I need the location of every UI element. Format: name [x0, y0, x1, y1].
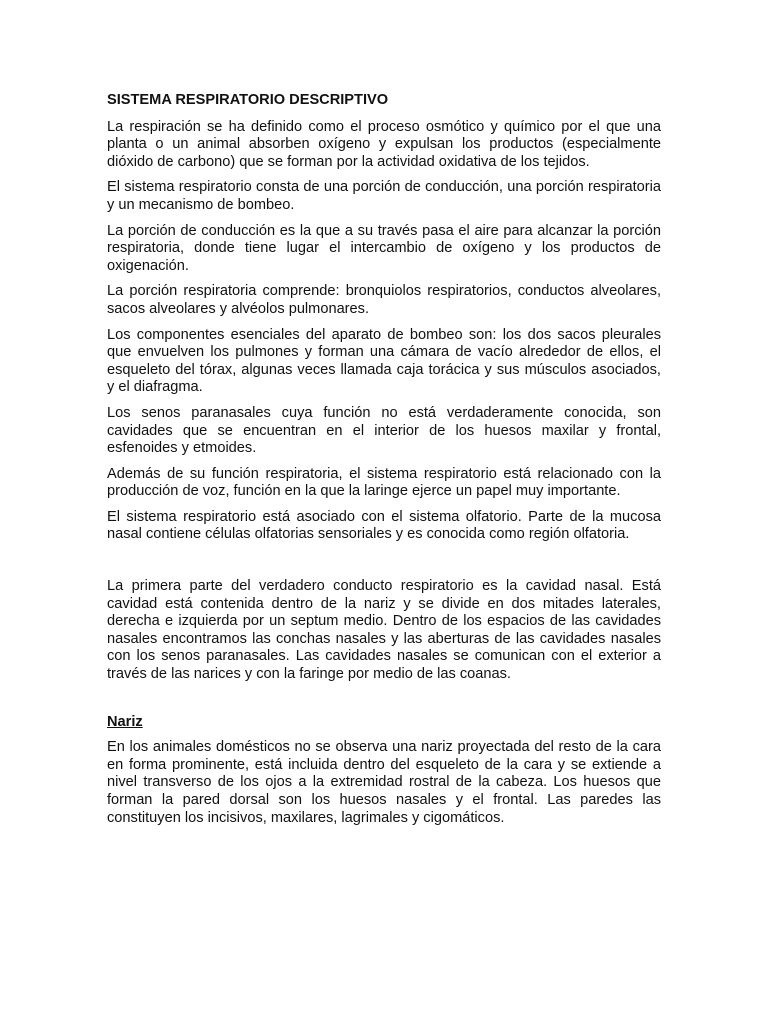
- section-spacer: [107, 692, 661, 714]
- paragraph-porcion-respiratoria: La porción respiratoria comprende: bronquiolos respiratorios, conductos alveolares, sacos alveolares y alvéolos pulmonares.: [107, 283, 661, 317]
- section-heading-nariz: Nariz: [107, 713, 143, 730]
- document-title: SISTEMA RESPIRATORIO DESCRIPTIVO: [107, 92, 389, 108]
- paragraph-cavidad-nasal: La primera parte del verdadero conducto respiratorio es la cavidad nasal. Está cavidad está contenida dentro de la nariz y se divide en dos mitades laterales, derecha e izquierda por un septum medio. Dentro de los espacios de las cavidades nasales encontramos las conchas nasales y las aberturas de las cavidades nasales con los senos paranasales. Las cavidades nasales se comunican con el exterior a través de las narices y con la faringe por medio de las coanas.: [107, 578, 661, 683]
- paragraph-funcion-voz: Además de su función respiratoria, el sistema respiratorio está relacionado con la producción de voz, función en la que la laringe ejerce un papel muy importante.: [107, 465, 661, 500]
- paragraph-respiracion-definicion: La respiración se ha definido como el proceso osmótico y químico por el que una planta o un animal absorben oxígeno y expulsan los productos (especialmente dióxido de carbono) que se forman por la actividad oxidativa de los tejidos.: [107, 118, 661, 170]
- document-body: [107, 92, 661, 835]
- paragraph-nariz-descripcion: En los animales domésticos no se observa una nariz proyectada del resto de la cara en forma prominente, está incluida dentro del esqueleto de la cara y se extiende a nivel transverso de los ojos a la extremidad rostral de la cabeza. Los huesos que forman la pared dorsal son los huesos nasales y el frontal. Las paredes las constituyen los incisivos, maxilares, lagrimales y cigomáticos.: [107, 739, 661, 826]
- paragraph-spacer: [107, 552, 661, 578]
- paragraph-sistema-olfatorio: El sistema respiratorio está asociado con el sistema olfatorio. Parte de la mucosa nasal contiene células olfatorias sensoriales y es conocida como región olfatoria.: [107, 508, 661, 543]
- paragraph-senos-paranasales: Los senos paranasales cuya función no está verdaderamente conocida, son cavidades que se encuentran en el interior de los huesos maxilar y frontal, esfenoides y etmoides.: [107, 404, 661, 457]
- paragraph-porcion-conduccion: La porción de conducción es la que a su través pasa el aire para alcanzar la porción respiratoria, donde tiene lugar el intercambio de oxígeno y los productos de oxigenación.: [107, 222, 661, 274]
- paragraph-aparato-bombeo: Los componentes esenciales del aparato de bombeo son: los dos sacos pleurales que envuelven los pulmones y forman una cámara de vacío alrededor de ellos, el esqueleto del tórax, algunas veces llamada caja torácica y sus músculos asociados, y el diafragma.: [107, 326, 661, 396]
- paragraph-sistema-porciones: El sistema respiratorio consta de una porción de conducción, una porción respiratoria y un mecanismo de bombeo.: [107, 179, 661, 213]
